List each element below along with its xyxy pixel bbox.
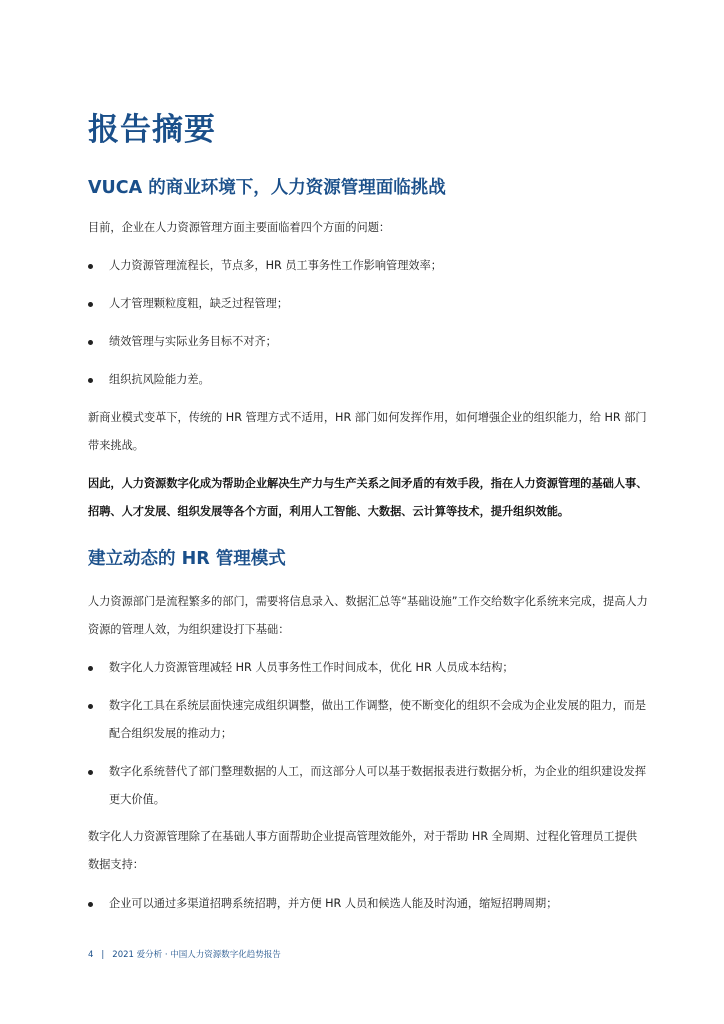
bullet-dot-icon [88,666,93,671]
list-item: 绩效管理与实际业务目标不对齐； [88,328,648,356]
list-item: 企业可以通过多渠道招聘系统招聘，并方便 HR 人员和候选人能及时沟通，缩短招聘周期； [88,890,648,918]
page-footer [88,948,281,960]
footer-separator: | [101,950,105,960]
bullet-dot-icon [88,902,93,907]
section2-paragraph: 数字化人力资源管理除了在基础人事方面帮助企业提高管理效能外，对于帮助 HR 全周期、过程化管理员工提供数据支持： [88,830,638,871]
list-item: 人才管理颗粒度粗，缺乏过程管理； [88,290,648,318]
section-heading-dynamic-hr: 建立动态的 HR 管理模式 [88,549,286,569]
page-number: 4 [88,950,94,960]
bullet-dot-icon [88,340,93,345]
bullet-dot-icon [88,302,93,307]
bullet-dot-icon [88,770,93,775]
section2-intro: 人力资源部门是流程繁多的部门，需要将信息录入、数据汇总等“基础设施”工作交给数字化系统来完成，提高人力资源的管理人效，为组织建设打下基础： [88,595,648,636]
section1-paragraph: 新商业模式变革下，传统的 HR 管理方式不适用，HR 部门如何发挥作用，如何增强企业的组织能力，给 HR 部门带来挑战。 [88,411,647,452]
page-title: 报告摘要 [88,112,216,148]
bullet-dot-icon [88,378,93,383]
bullet-dot-icon [88,704,93,709]
footer-source: 2021 爱分析 · 中国人力资源数字化趋势报告 [112,950,281,960]
list-item: 数字化人力资源管理减轻 HR 人员事务性工作时间成本，优化 HR 人员成本结构； [88,654,648,682]
list-item: 组织抗风险能力差。 [88,366,648,394]
section1-bold-paragraph: 因此，人力资源数字化成为帮助企业解决生产力与生产关系之间矛盾的有效手段，指在人力资源管理的基础人事、招聘、人才发展、组织发展等各个方面，利用人工智能、大数据、云计算等技术，提升组织效能。 [88,477,648,518]
list-item: 数字化工具在系统层面快速完成组织调整，做出工作调整，使不断变化的组织不会成为企业发展的阻力，而是配合组织发展的推动力； [88,692,648,748]
bullet-dot-icon [88,264,93,269]
section1-intro: 目前，企业在人力资源管理方面主要面临着四个方面的问题： [88,221,391,234]
list-item: 数字化系统替代了部门整理数据的人工，而这部分人可以基于数据报表进行数据分析，为企业的组织建设发挥更大价值。 [88,758,648,814]
list-item: 人力资源管理流程长，节点多，HR 员工事务性工作影响管理效率； [88,252,648,280]
section-heading-vuca: VUCA 的商业环境下，人力资源管理面临挑战 [88,178,446,198]
